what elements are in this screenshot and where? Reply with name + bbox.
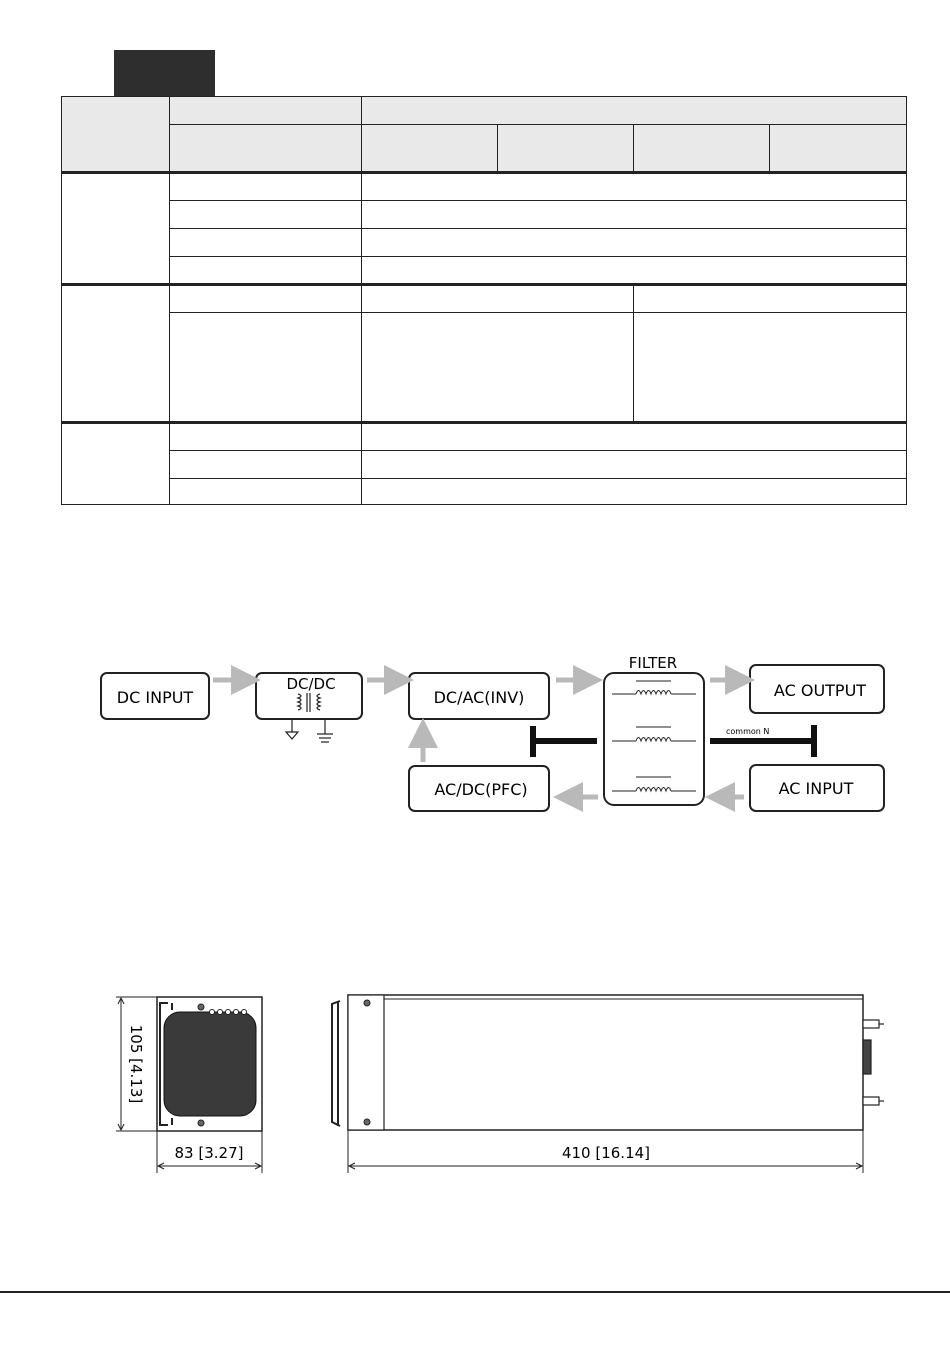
handle-icon bbox=[332, 1001, 340, 1126]
front-view bbox=[157, 997, 262, 1131]
filter-label: FILTER bbox=[628, 654, 678, 672]
dc-input-label: DC INPUT bbox=[116, 688, 194, 707]
dc-ac-label: DC/AC(INV) bbox=[433, 688, 525, 707]
height-dimension-label: 105 [4.13] bbox=[127, 1024, 145, 1104]
width-dimension-label: 83 [3.27] bbox=[174, 1144, 244, 1162]
length-dimension-label: 410 [16.14] bbox=[561, 1144, 651, 1162]
common-n-label: common N bbox=[726, 727, 770, 736]
ac-output-label: AC OUTPUT bbox=[773, 681, 867, 700]
ac-input-label: AC INPUT bbox=[778, 779, 854, 798]
footer-divider bbox=[0, 1291, 950, 1293]
ac-dc-label: AC/DC(PFC) bbox=[434, 780, 528, 799]
dc-dc-label: DC/DC bbox=[286, 675, 336, 693]
rear-connector-icon bbox=[863, 1020, 884, 1105]
side-view bbox=[332, 995, 884, 1130]
